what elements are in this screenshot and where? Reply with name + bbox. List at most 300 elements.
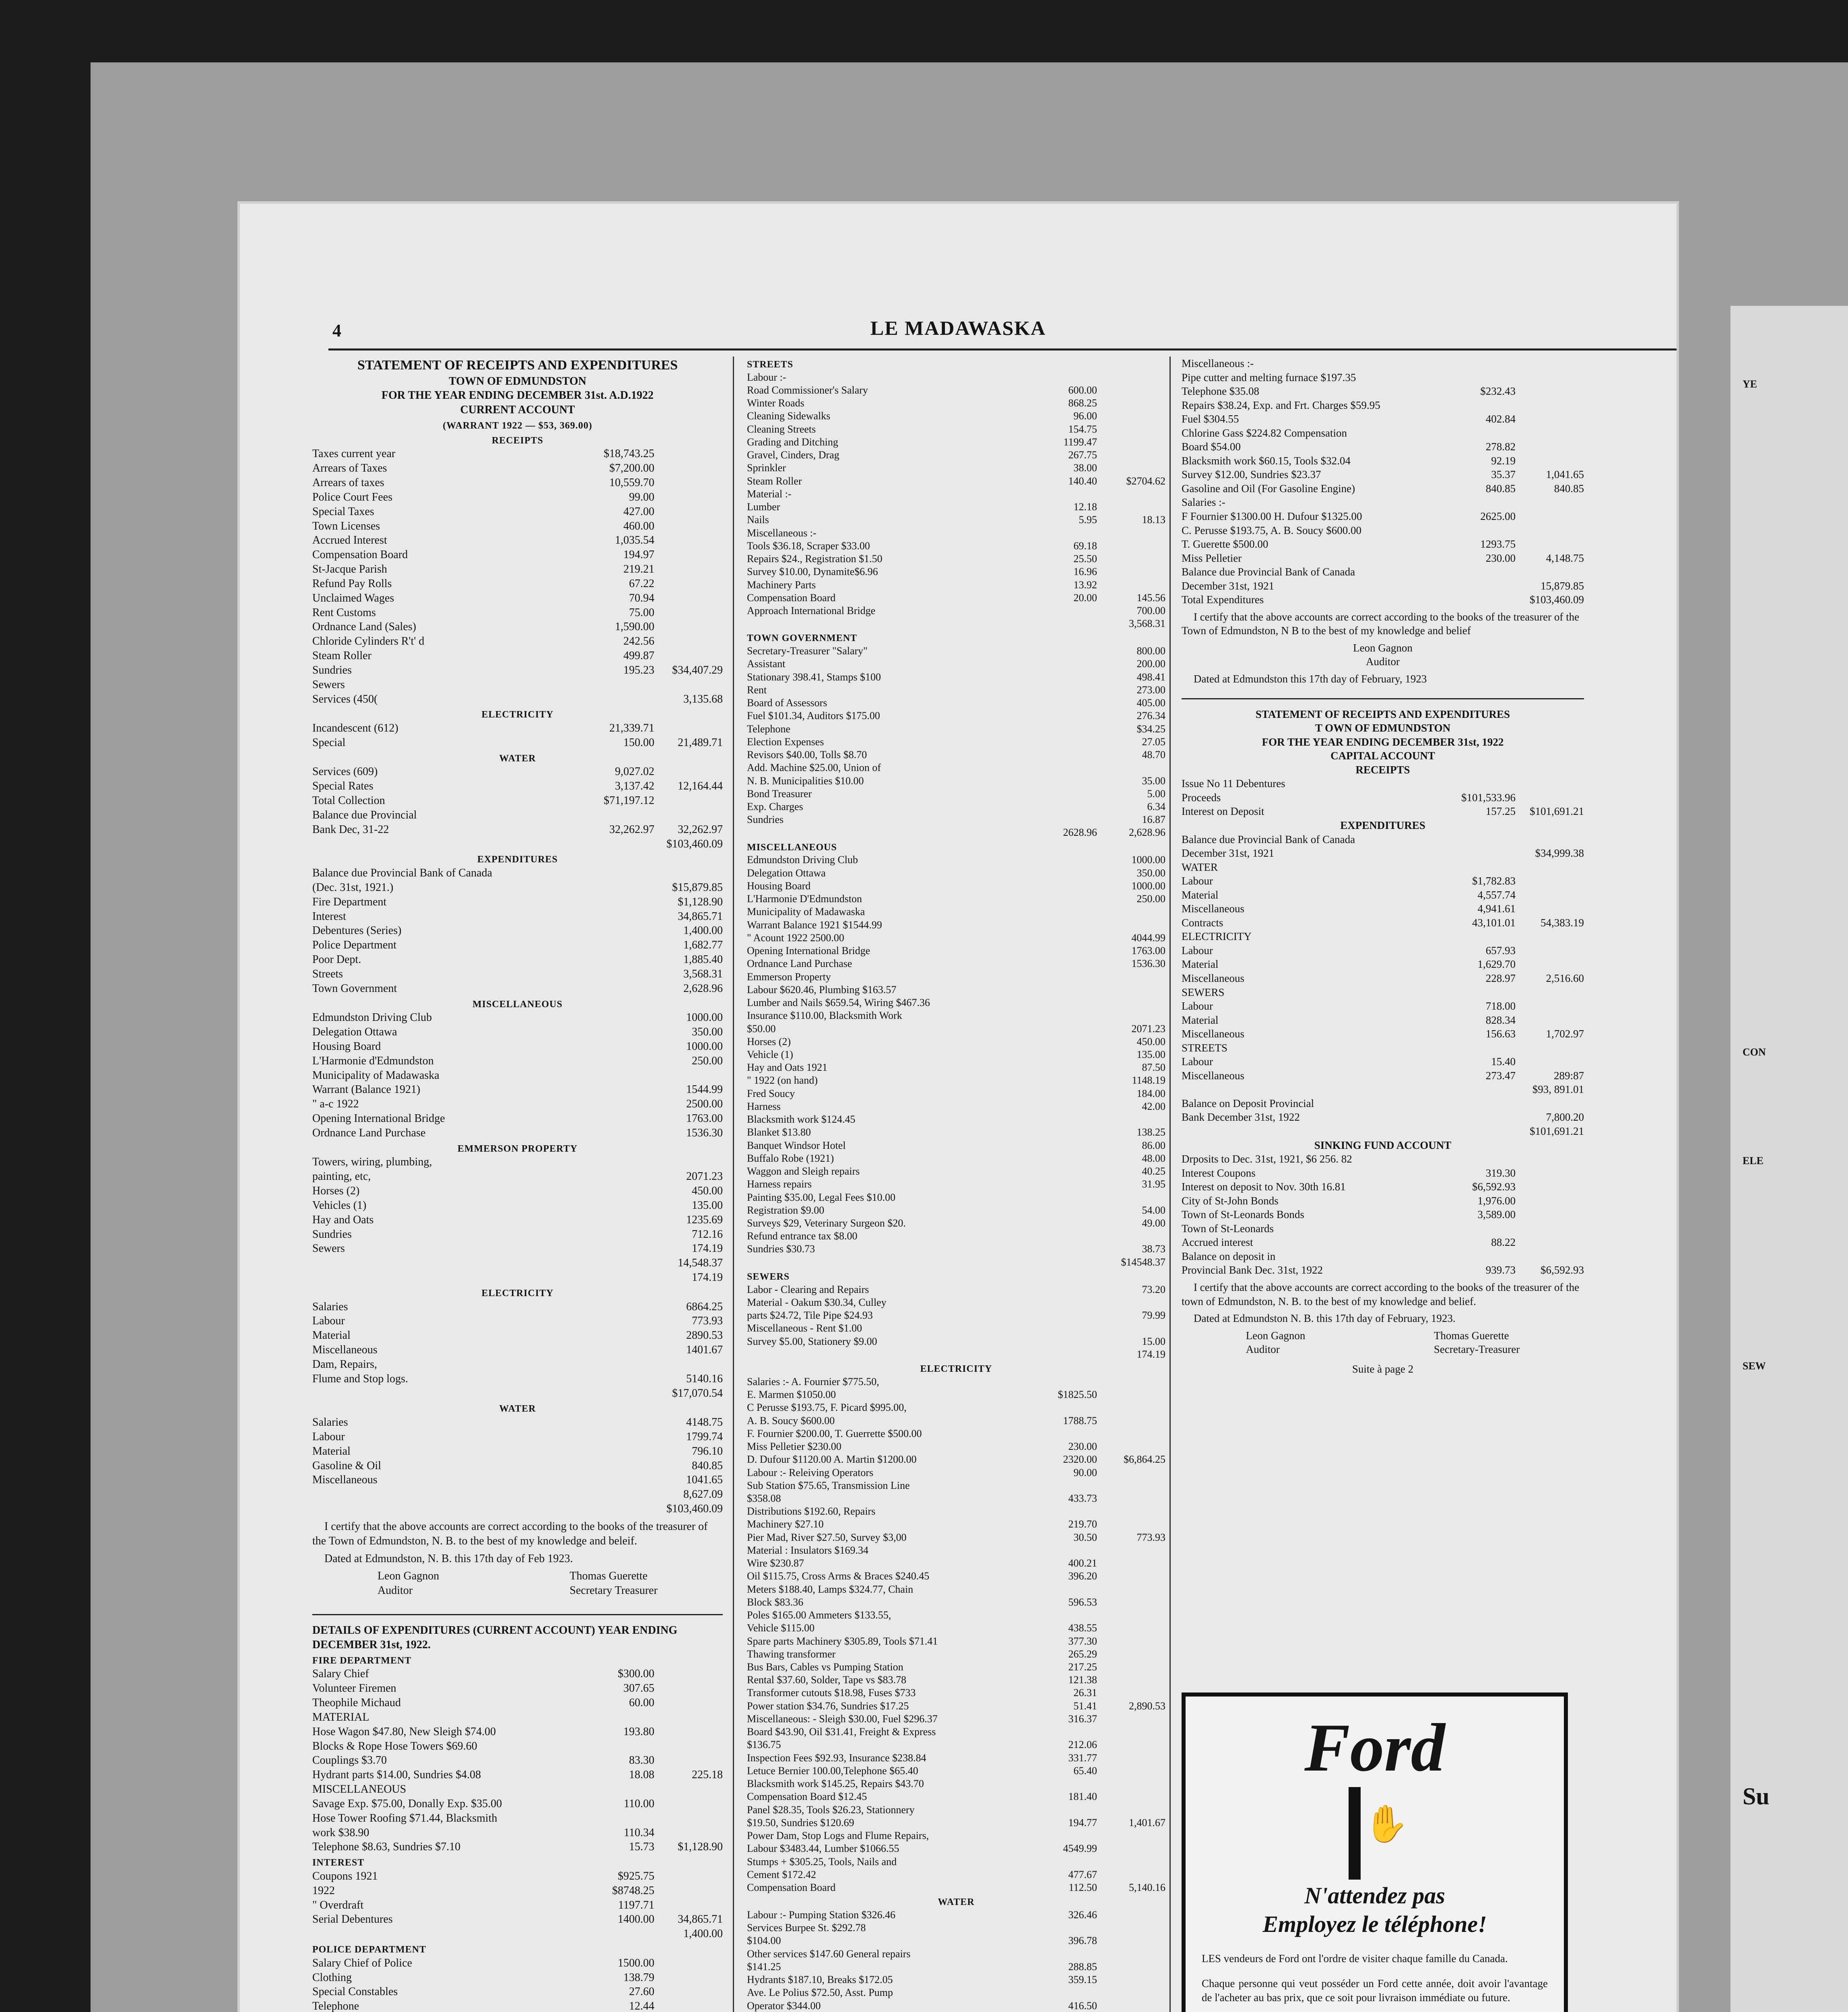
row-label: Steam Roller bbox=[312, 649, 371, 662]
section-heading: EXPENDITURES bbox=[1340, 819, 1425, 831]
table-row bbox=[312, 461, 723, 476]
table-row bbox=[312, 1985, 723, 1999]
amount bbox=[1097, 1505, 1165, 1518]
section-heading: INTEREST bbox=[312, 1857, 365, 1868]
amount bbox=[1447, 1152, 1516, 1166]
amount: 14,548.37 bbox=[678, 1257, 723, 1270]
amount: 219.70 bbox=[1068, 1518, 1097, 1530]
table-row bbox=[312, 909, 723, 924]
amount: 8,627.09 bbox=[683, 1488, 723, 1501]
row-label: Buffalo Robe (1921) bbox=[747, 1152, 834, 1164]
table-row bbox=[1182, 1041, 1584, 1055]
table-row bbox=[312, 967, 723, 981]
row-label: Rental $37.60, Solder, Tape vs $83.78 bbox=[747, 1674, 907, 1686]
table-row bbox=[747, 787, 1165, 800]
row-label: painting, etc, bbox=[312, 1170, 371, 1183]
amount: 5,140.16 bbox=[1129, 1882, 1165, 1893]
row-label: Vehicle (1) bbox=[747, 1048, 793, 1060]
row-label: Arrears of taxes bbox=[312, 476, 384, 489]
amount bbox=[1516, 930, 1584, 944]
table-row bbox=[1182, 440, 1584, 454]
amount: 217.25 bbox=[1068, 1661, 1097, 1673]
row-label: E. Marmen $1050.00 bbox=[747, 1389, 836, 1401]
row-label: Services (450( bbox=[312, 693, 378, 705]
amount bbox=[1516, 957, 1584, 971]
row-label: Material bbox=[1182, 1014, 1219, 1026]
amount: 225.18 bbox=[692, 1769, 723, 1781]
row-label: Labour $620.46, Plumbing $163.57 bbox=[747, 983, 897, 996]
section-heading: EMMERSON PROPERTY bbox=[457, 1143, 578, 1154]
row-label: Bank December 31st, 1922 bbox=[1182, 1111, 1300, 1124]
row-label: Municipality of Madawaska bbox=[747, 906, 865, 918]
amount: $18,743.25 bbox=[604, 447, 654, 460]
row-label: Hydrant parts $14.00, Sundries $4.08 bbox=[312, 1769, 481, 1781]
table-row bbox=[747, 1113, 1165, 1126]
amount: 1,401.67 bbox=[1129, 1816, 1165, 1829]
table-row bbox=[747, 658, 1165, 670]
statement-title: STATEMENT OF RECEIPTS AND EXPENDITURES bbox=[357, 358, 678, 373]
row-label: Balance on deposit in bbox=[1182, 1250, 1276, 1262]
amount bbox=[1097, 449, 1165, 462]
water-table bbox=[747, 1909, 1165, 2012]
amount bbox=[654, 562, 723, 577]
sewers-table bbox=[312, 678, 723, 707]
row-label: Police Department bbox=[312, 939, 397, 952]
masthead: LE MADAWASKA bbox=[870, 317, 1046, 339]
row-label: Miscellaneous bbox=[312, 1474, 377, 1486]
row-label: Harness bbox=[747, 1100, 781, 1112]
amount: 35.37 bbox=[1491, 468, 1516, 481]
section-heading: POLICE DEPARTMENT bbox=[312, 1944, 427, 1955]
table-row bbox=[747, 645, 1165, 658]
row-label: $50.00 bbox=[747, 1022, 776, 1035]
row-label: Meters $188.40, Lamps $324.77, Chain bbox=[747, 1583, 914, 1595]
amount: 3,568.31 bbox=[1129, 618, 1165, 630]
amount bbox=[586, 808, 654, 823]
amount: 6.34 bbox=[1147, 801, 1165, 812]
table-row bbox=[1182, 1194, 1584, 1208]
row-label: Waggon and Sleigh repairs bbox=[747, 1165, 860, 1177]
table-row bbox=[747, 684, 1165, 697]
table-row bbox=[312, 1256, 723, 1270]
amount bbox=[1097, 1375, 1165, 1388]
amount: 718.00 bbox=[1485, 1000, 1516, 1012]
table-row bbox=[747, 1243, 1165, 1255]
table-row bbox=[1182, 593, 1584, 607]
row-label: Ordnance Land (Sales) bbox=[312, 621, 417, 633]
table-row bbox=[747, 1596, 1165, 1609]
table-row bbox=[747, 1100, 1165, 1113]
row-label: Labour :- bbox=[747, 371, 786, 383]
row-label: Chlorine Gass $224.82 Compensation bbox=[1182, 427, 1347, 439]
row-label: Material bbox=[1182, 888, 1219, 901]
row-label: Machinery $27.10 bbox=[747, 1518, 824, 1530]
amount: 67.22 bbox=[629, 577, 654, 590]
amount bbox=[1097, 1466, 1165, 1479]
amount: 796.10 bbox=[692, 1445, 723, 1457]
row-label: $19.50, Sundries $120.69 bbox=[747, 1816, 854, 1829]
table-row bbox=[1182, 468, 1584, 482]
statement-title: FOR THE YEAR ENDING DECEMBER 31st, 1922 bbox=[1262, 736, 1504, 748]
table-row bbox=[312, 1753, 723, 1768]
table-row bbox=[1182, 930, 1584, 944]
row-label: Gasoline and Oil (For Gasoline Engine) bbox=[1182, 482, 1355, 495]
row-label: Miscellaneous bbox=[1182, 1069, 1244, 1082]
amount bbox=[1097, 423, 1165, 436]
row-label: Stumps + $305.25, Tools, Nails and bbox=[747, 1855, 897, 1868]
table-row bbox=[747, 1440, 1165, 1453]
amount bbox=[1516, 398, 1584, 412]
amount bbox=[1447, 371, 1516, 385]
ad-paragraph: Chaque personne qui veut posséder un Ford cette année, doit avoir l'avantage de l'acheter au bas prix, que ce soit pour livraison immédiate ou future. bbox=[1202, 1977, 1548, 2004]
amount: 1,885.40 bbox=[683, 953, 723, 966]
amount bbox=[1447, 398, 1516, 412]
row-label: Proceeds bbox=[1182, 791, 1221, 804]
row-label: Clothing bbox=[312, 1971, 352, 1984]
amount: 21,489.71 bbox=[678, 736, 723, 749]
amount bbox=[1447, 1082, 1516, 1097]
table-row bbox=[747, 475, 1165, 488]
amount: 307.65 bbox=[623, 1682, 654, 1695]
amount bbox=[1097, 1009, 1165, 1022]
table-row bbox=[312, 1314, 723, 1328]
row-label: Chloride Cylinders R't' d bbox=[312, 635, 425, 648]
amount: 416.50 bbox=[1068, 2000, 1097, 2012]
table-row bbox=[747, 853, 1165, 866]
amount: 477.67 bbox=[1068, 1868, 1097, 1880]
amount: 73.20 bbox=[1142, 1283, 1165, 1295]
table-row bbox=[1182, 804, 1584, 818]
table-row bbox=[312, 981, 723, 996]
row-label: Telephone bbox=[747, 723, 790, 735]
table-row bbox=[1182, 398, 1584, 412]
table-row bbox=[1182, 495, 1584, 509]
amount: 1,400.00 bbox=[683, 924, 723, 937]
amount bbox=[1097, 1829, 1165, 1842]
table-row bbox=[312, 866, 723, 880]
interest-table bbox=[312, 1869, 723, 1927]
signer-name: Leon Gagnon bbox=[1246, 1329, 1306, 1342]
row-label: Board $43.90, Oil $31.41, Freight & Express bbox=[747, 1726, 936, 1738]
ad-paragraph: LES vendeurs de Ford ont l'ordre de visiter chaque famille du Canada. bbox=[1202, 1952, 1508, 1965]
row-label: Compensation Board bbox=[312, 548, 408, 561]
row-label: Town of St-Leonards Bonds bbox=[1182, 1208, 1304, 1221]
amount bbox=[1516, 384, 1584, 398]
amount bbox=[1097, 1191, 1165, 1204]
amount bbox=[1097, 552, 1165, 565]
amount: 1,682.77 bbox=[683, 939, 723, 952]
amount bbox=[1097, 436, 1165, 449]
amount bbox=[1516, 999, 1584, 1013]
row-label: Transformer cutouts $18.98, Fuses $733 bbox=[747, 1687, 916, 1699]
amount: $15,879.85 bbox=[672, 881, 723, 894]
table-row bbox=[312, 1971, 723, 1985]
amount: 1500.00 bbox=[618, 1956, 654, 1969]
amount: 2,628.96 bbox=[1129, 827, 1165, 839]
electricity-table bbox=[312, 721, 723, 750]
table-row bbox=[747, 1816, 1165, 1829]
row-label: Survey $5.00, Stationery $9.00 bbox=[747, 1335, 877, 1347]
row-label: Dam, Repairs, bbox=[312, 1358, 377, 1371]
row-label: work $38.90 bbox=[312, 1826, 369, 1839]
table-row bbox=[747, 697, 1165, 709]
table-row bbox=[312, 533, 723, 548]
amount: $1825.50 bbox=[1058, 1389, 1097, 1401]
row-label: Balance due Provincial Bank of Canada bbox=[312, 867, 493, 880]
row-label: Savage Exp. $75.00, Donally Exp. $35.00 bbox=[312, 1797, 502, 1810]
page-number: 4 bbox=[332, 321, 341, 340]
signer-name: Leon Gagnon bbox=[377, 1570, 439, 1583]
amount bbox=[1097, 1322, 1165, 1335]
amount: 157.25 bbox=[1485, 805, 1516, 818]
table-row bbox=[1182, 412, 1584, 426]
table-row bbox=[1182, 482, 1584, 496]
row-label: Warrant (Balance 1921) bbox=[312, 1083, 421, 1096]
amount bbox=[654, 577, 723, 591]
row-label: Material bbox=[1182, 958, 1219, 971]
amount: 828.34 bbox=[1485, 1014, 1516, 1026]
row-label: Streets bbox=[312, 967, 343, 980]
amount: 265.29 bbox=[1068, 1648, 1097, 1660]
table-row bbox=[747, 1790, 1165, 1803]
amount bbox=[1516, 509, 1584, 524]
amount bbox=[586, 981, 654, 996]
amount: 2,628.96 bbox=[683, 982, 723, 995]
row-label: $136.75 bbox=[747, 1739, 781, 1751]
amount: 16.96 bbox=[1073, 566, 1097, 578]
row-label: Opening International Bridge bbox=[312, 1112, 445, 1125]
amount bbox=[654, 1357, 723, 1372]
row-label: Provincial Bank Dec. 31st, 1922 bbox=[1182, 1264, 1323, 1276]
row-label: Labour bbox=[1182, 875, 1213, 887]
table-row bbox=[747, 826, 1165, 839]
row-label: Ordnance Land Purchase bbox=[312, 1126, 426, 1139]
table-row bbox=[747, 709, 1165, 722]
table-row bbox=[747, 1842, 1165, 1855]
row-label: Rent bbox=[747, 684, 767, 696]
water-exp-table bbox=[312, 1415, 723, 1487]
table-row bbox=[312, 1372, 723, 1386]
row-label: Compensation Board $12.45 bbox=[747, 1791, 867, 1803]
continued-note: Suite à page 2 bbox=[1352, 1363, 1414, 1375]
amount bbox=[1516, 1166, 1584, 1180]
amount bbox=[1447, 1110, 1516, 1124]
amount: 267.75 bbox=[1068, 449, 1097, 461]
row-label: Gravel, Cinders, Drag bbox=[747, 449, 839, 461]
row-label: D. Dufour $1120.00 A. Martin $1200.00 bbox=[747, 1453, 917, 1466]
amount bbox=[1029, 1544, 1097, 1557]
row-label: Board $54.00 bbox=[1182, 441, 1241, 453]
amount: 1,976.00 bbox=[1477, 1194, 1516, 1207]
amount: 15.40 bbox=[1491, 1055, 1516, 1068]
table-row bbox=[312, 1681, 723, 1696]
amount bbox=[1097, 410, 1165, 423]
table-row bbox=[1182, 1055, 1584, 1069]
table-row bbox=[747, 1713, 1165, 1725]
amount: 4044.99 bbox=[1131, 932, 1165, 944]
table-row bbox=[312, 1782, 723, 1797]
amount: 48.70 bbox=[1142, 749, 1165, 761]
amount bbox=[586, 895, 654, 909]
amount bbox=[654, 794, 723, 808]
table-row bbox=[747, 1022, 1165, 1035]
table-row bbox=[312, 1054, 723, 1068]
table-row bbox=[1182, 999, 1584, 1013]
row-label: A. B. Soucy $600.00 bbox=[747, 1414, 835, 1427]
amount: 2320.00 bbox=[1063, 1453, 1097, 1466]
amount: 278.82 bbox=[1485, 441, 1516, 453]
row-label: Fuel $101.34, Auditors $175.00 bbox=[747, 710, 880, 722]
amount: 70.94 bbox=[629, 592, 654, 604]
amount: 450.00 bbox=[1136, 1035, 1165, 1047]
table-row bbox=[747, 449, 1165, 462]
ad-body bbox=[1186, 1937, 1564, 2012]
row-label: Labour :- Releiving Operators bbox=[747, 1466, 874, 1478]
amount: 1148.19 bbox=[1132, 1074, 1165, 1086]
table-row bbox=[1182, 384, 1584, 398]
amount: 194.97 bbox=[623, 548, 654, 561]
amount: 90.00 bbox=[1073, 1466, 1097, 1478]
amount: 18.08 bbox=[629, 1769, 654, 1781]
table-row bbox=[1182, 1222, 1584, 1236]
row-label: Surveys $29, Veterinary Surgeon $20. bbox=[747, 1217, 906, 1229]
table-row bbox=[747, 540, 1165, 552]
dateline: Dated at Edmundston N. B. this 17th day of February, 1923. bbox=[1194, 1312, 1456, 1325]
amount bbox=[654, 866, 723, 880]
amount bbox=[1097, 1973, 1165, 1986]
row-label: Stationary 398.41, Stamps $100 bbox=[747, 671, 881, 683]
row-label: Arrears of Taxes bbox=[312, 462, 387, 475]
amount: 65.40 bbox=[1073, 1765, 1097, 1777]
table-row bbox=[312, 1898, 723, 1913]
ad-slogan: Employez le téléphone! bbox=[1262, 1911, 1487, 1937]
amount bbox=[654, 1739, 723, 1754]
amount bbox=[654, 591, 723, 606]
sewers-table bbox=[747, 1283, 1165, 1348]
amount bbox=[1516, 524, 1584, 538]
row-label: Refund entrance tax $8.00 bbox=[747, 1230, 858, 1242]
amount: 5.95 bbox=[1079, 514, 1097, 526]
amount: 194.77 bbox=[1068, 1816, 1097, 1829]
capital-exp-table bbox=[1182, 833, 1584, 1138]
row-label: Incandescent (612) bbox=[312, 722, 398, 735]
row-label: Letuce Bernier 100.00,Telephone $65.40 bbox=[747, 1765, 918, 1777]
amount bbox=[1097, 1440, 1165, 1453]
row-label: Salary Chief bbox=[312, 1668, 369, 1680]
row-label: Nails bbox=[747, 514, 769, 526]
amount bbox=[1029, 1609, 1097, 1622]
amount: 34,865.71 bbox=[678, 1913, 723, 1926]
table-row bbox=[312, 1912, 723, 1927]
amount bbox=[1029, 1583, 1097, 1596]
amount bbox=[1097, 2000, 1165, 2012]
amount bbox=[1447, 860, 1516, 874]
section-heading: EXPENDITURES bbox=[477, 854, 558, 865]
table-row bbox=[1182, 1208, 1584, 1222]
amount: 15,879.85 bbox=[1541, 579, 1584, 592]
table-row bbox=[747, 1335, 1165, 1348]
row-label: Volunteer Firemen bbox=[312, 1682, 396, 1695]
table-row bbox=[747, 1322, 1165, 1335]
table-row bbox=[747, 813, 1165, 826]
amount bbox=[1447, 1097, 1516, 1111]
amount bbox=[1097, 996, 1165, 1009]
amount: 600.00 bbox=[1068, 384, 1097, 396]
amount: 110.00 bbox=[624, 1797, 654, 1810]
section-heading: RECEIPTS bbox=[491, 435, 544, 446]
table-row bbox=[747, 1868, 1165, 1881]
table-row bbox=[312, 663, 723, 678]
amount bbox=[654, 1155, 723, 1169]
amount bbox=[1097, 1855, 1165, 1868]
amount bbox=[1516, 791, 1584, 805]
row-label: Fuel $304.55 bbox=[1182, 413, 1239, 425]
table-row bbox=[1182, 509, 1584, 524]
amount: 60.00 bbox=[629, 1697, 654, 1709]
table-row bbox=[747, 1427, 1165, 1440]
table-row bbox=[747, 1414, 1165, 1427]
table-row bbox=[312, 1430, 723, 1444]
row-label bbox=[1182, 1082, 1447, 1097]
table-row bbox=[747, 1609, 1165, 1622]
row-label: Lumber and Nails $659.54, Wiring $467.36 bbox=[747, 997, 930, 1009]
row-label: Labour bbox=[1182, 944, 1213, 957]
amount bbox=[586, 1739, 654, 1754]
amount bbox=[1447, 833, 1516, 847]
amount bbox=[1097, 983, 1165, 996]
table-row bbox=[747, 996, 1165, 1009]
amount: $34.25 bbox=[1136, 723, 1165, 735]
row-label: Towers, wiring, plumbing, bbox=[312, 1156, 432, 1169]
capital-receipts-table bbox=[1182, 777, 1584, 818]
amount bbox=[1447, 524, 1516, 538]
amount bbox=[586, 924, 654, 938]
row-label: SEWERS bbox=[1182, 986, 1225, 998]
amount: 498.41 bbox=[1136, 671, 1165, 683]
table-row bbox=[1182, 791, 1584, 805]
amount: 1000.00 bbox=[1131, 854, 1165, 866]
amount bbox=[1029, 1505, 1097, 1518]
amount bbox=[654, 620, 723, 634]
amount bbox=[1097, 1790, 1165, 1803]
table-row bbox=[312, 1184, 723, 1198]
ford-advertisement bbox=[1182, 1692, 1568, 2012]
header-rule bbox=[328, 348, 1679, 350]
amount bbox=[1097, 527, 1165, 540]
row-label: Couplings $3.70 bbox=[312, 1754, 387, 1767]
table-row bbox=[312, 779, 723, 794]
table-row bbox=[747, 932, 1165, 944]
section-heading: WATER bbox=[499, 753, 536, 764]
amount: 1,400.00 bbox=[683, 1927, 723, 1940]
row-label: Road Commissioner's Salary bbox=[747, 384, 868, 396]
amount: 43,101.01 bbox=[1472, 916, 1516, 929]
section-heading: WATER bbox=[938, 1897, 975, 1908]
amount bbox=[1029, 371, 1097, 384]
table-row bbox=[747, 1934, 1165, 1947]
amount: $17,070.54 bbox=[672, 1387, 723, 1400]
amount bbox=[654, 519, 723, 534]
amount bbox=[1097, 1752, 1165, 1765]
table-row bbox=[1182, 1027, 1584, 1041]
amount bbox=[1516, 1055, 1584, 1069]
amount bbox=[1097, 1842, 1165, 1855]
electricity-exp-table bbox=[312, 1300, 723, 1386]
row-label: Serial Debentures bbox=[312, 1913, 393, 1926]
row-label: December 31st, 1921 bbox=[1182, 579, 1275, 592]
amount bbox=[1029, 1401, 1097, 1414]
row-label: Labour bbox=[1182, 1000, 1213, 1012]
